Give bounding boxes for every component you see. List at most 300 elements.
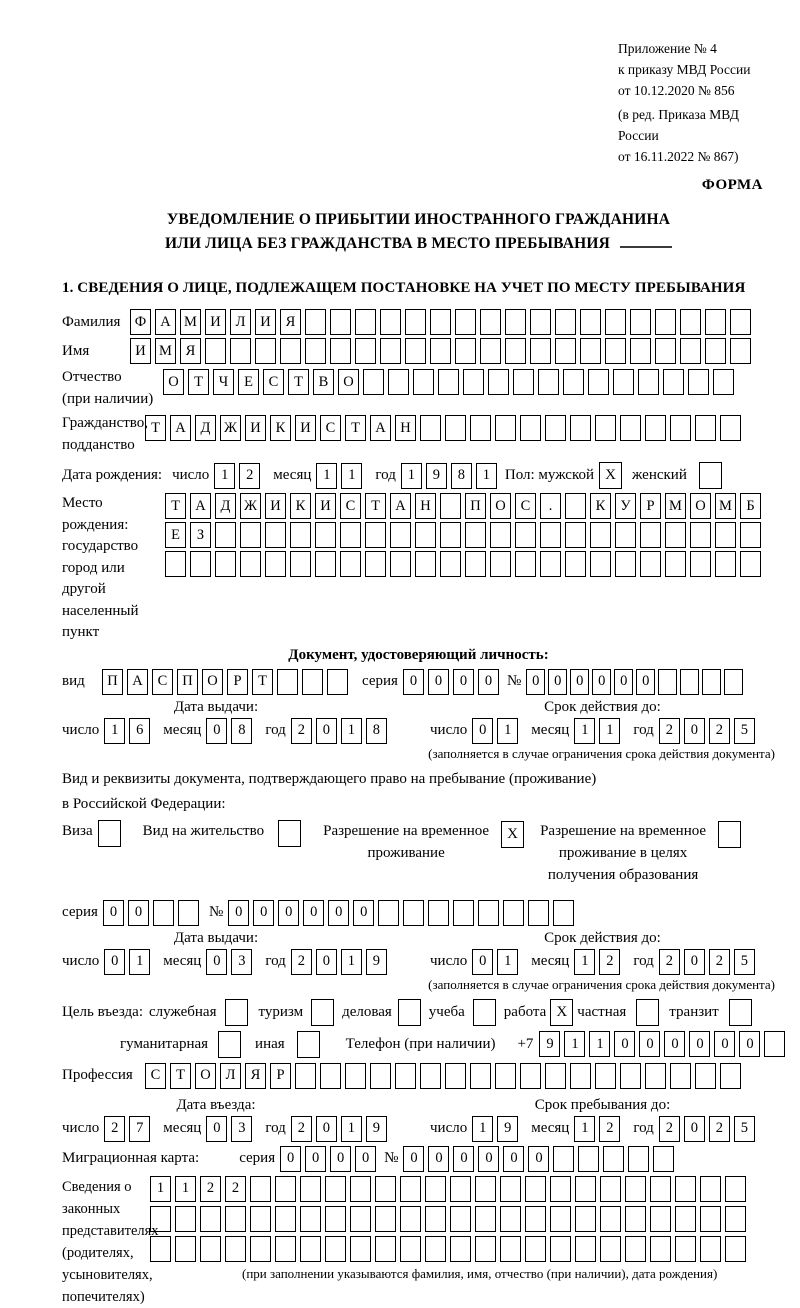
char-cell[interactable] [325,1236,346,1262]
char-cell[interactable]: 2 [291,718,312,744]
char-cell[interactable] [175,1236,196,1262]
char-cell[interactable]: 1 [574,949,595,975]
char-cell[interactable] [525,1206,546,1232]
char-cell[interactable] [570,1063,591,1089]
char-cell[interactable]: 8 [366,718,387,744]
char-cell[interactable] [665,522,686,548]
char-cell[interactable]: 0 [453,1146,474,1172]
char-cell[interactable] [325,1176,346,1202]
char-cell[interactable] [375,1236,396,1262]
char-cell[interactable]: Е [165,522,186,548]
char-cell[interactable]: 9 [366,949,387,975]
char-cell[interactable]: Д [215,493,236,519]
char-cell[interactable] [575,1206,596,1232]
char-cell[interactable] [620,415,641,441]
char-cell[interactable] [700,1236,721,1262]
char-cell[interactable] [465,551,486,577]
char-cell[interactable] [628,1146,649,1172]
char-cell[interactable] [675,1206,696,1232]
char-cell[interactable] [405,309,426,335]
char-cell[interactable]: 0 [684,1116,705,1142]
char-cell[interactable]: 0 [305,1146,326,1172]
char-cell[interactable]: Я [280,309,301,335]
char-cell[interactable]: 0 [303,900,324,926]
char-cell[interactable]: 1 [599,718,620,744]
char-cell[interactable] [305,338,326,364]
char-cell[interactable] [340,551,361,577]
char-cell[interactable]: 1 [589,1031,610,1057]
char-cell[interactable] [650,1176,671,1202]
char-cell[interactable] [670,415,691,441]
char-cell[interactable]: 1 [316,463,337,489]
char-cell[interactable]: 2 [239,463,260,489]
char-cell[interactable]: И [295,415,316,441]
char-cell[interactable]: 0 [428,669,449,695]
char-cell[interactable] [420,1063,441,1089]
char-cell[interactable] [375,1176,396,1202]
char-cell[interactable] [340,522,361,548]
char-cell[interactable] [700,1206,721,1232]
char-cell[interactable] [540,551,561,577]
char-cell[interactable]: 0 [403,669,424,695]
char-cell[interactable] [190,551,211,577]
char-cell[interactable]: С [320,415,341,441]
char-cell[interactable] [250,1236,271,1262]
char-cell[interactable] [620,1063,641,1089]
char-cell[interactable] [575,1236,596,1262]
char-cell[interactable]: 6 [129,718,150,744]
char-cell[interactable] [495,415,516,441]
char-cell[interactable]: 1 [574,718,595,744]
char-cell[interactable]: 0 [330,1146,351,1172]
char-cell[interactable] [280,338,301,364]
char-cell[interactable] [350,1176,371,1202]
char-cell[interactable] [505,309,526,335]
char-cell[interactable]: 1 [476,463,497,489]
char-cell[interactable] [553,900,574,926]
char-cell[interactable]: 1 [341,718,362,744]
char-cell[interactable]: 0 [570,669,589,695]
char-cell[interactable] [545,415,566,441]
char-cell[interactable]: О [490,493,511,519]
char-cell[interactable] [645,415,666,441]
char-cell[interactable] [625,1236,646,1262]
char-cell[interactable]: Ж [240,493,261,519]
char-cell[interactable] [505,338,526,364]
char-cell[interactable] [540,522,561,548]
char-cell[interactable] [250,1206,271,1232]
char-cell[interactable]: 0 [478,1146,499,1172]
char-cell[interactable]: Т [252,669,273,695]
char-cell[interactable]: 0 [528,1146,549,1172]
char-cell[interactable] [290,551,311,577]
char-cell[interactable] [215,522,236,548]
char-cell[interactable]: 0 [689,1031,710,1057]
char-cell[interactable] [563,369,584,395]
char-cell[interactable] [530,309,551,335]
char-cell[interactable]: 3 [231,1116,252,1142]
char-cell[interactable] [355,338,376,364]
char-cell[interactable]: 0 [355,1146,376,1172]
char-cell[interactable]: Т [288,369,309,395]
char-cell[interactable]: 8 [451,463,472,489]
char-cell[interactable] [225,1236,246,1262]
char-cell[interactable]: И [245,415,266,441]
char-cell[interactable] [403,900,424,926]
char-cell[interactable] [445,1063,466,1089]
char-cell[interactable]: 0 [428,1146,449,1172]
purpose-tourism-checkbox[interactable] [311,999,334,1026]
char-cell[interactable]: И [255,309,276,335]
char-cell[interactable] [595,1063,616,1089]
char-cell[interactable] [345,1063,366,1089]
char-cell[interactable] [475,1206,496,1232]
char-cell[interactable] [363,369,384,395]
char-cell[interactable] [478,900,499,926]
char-cell[interactable]: 0 [280,1146,301,1172]
char-cell[interactable] [640,551,661,577]
char-cell[interactable] [688,369,709,395]
char-cell[interactable] [350,1206,371,1232]
char-cell[interactable] [430,309,451,335]
char-cell[interactable]: 0 [103,900,124,926]
char-cell[interactable] [663,369,684,395]
char-cell[interactable]: Р [640,493,661,519]
char-cell[interactable] [400,1206,421,1232]
char-cell[interactable] [480,309,501,335]
char-cell[interactable] [330,338,351,364]
char-cell[interactable] [438,369,459,395]
char-cell[interactable] [488,369,509,395]
char-cell[interactable] [365,551,386,577]
char-cell[interactable] [724,669,743,695]
char-cell[interactable]: 0 [478,669,499,695]
char-cell[interactable]: 0 [403,1146,424,1172]
char-cell[interactable] [588,369,609,395]
char-cell[interactable]: П [102,669,123,695]
char-cell[interactable]: З [190,522,211,548]
char-cell[interactable] [695,415,716,441]
char-cell[interactable] [525,1176,546,1202]
char-cell[interactable] [175,1206,196,1232]
char-cell[interactable] [655,338,676,364]
char-cell[interactable] [425,1236,446,1262]
char-cell[interactable]: А [155,309,176,335]
char-cell[interactable]: 0 [664,1031,685,1057]
char-cell[interactable]: 0 [472,949,493,975]
char-cell[interactable] [640,522,661,548]
char-cell[interactable]: 0 [639,1031,660,1057]
char-cell[interactable] [650,1206,671,1232]
char-cell[interactable]: Н [415,493,436,519]
char-cell[interactable] [425,1176,446,1202]
char-cell[interactable] [205,338,226,364]
char-cell[interactable]: А [390,493,411,519]
char-cell[interactable]: 0 [278,900,299,926]
char-cell[interactable] [500,1236,521,1262]
char-cell[interactable]: 1 [175,1176,196,1202]
char-cell[interactable]: 1 [104,718,125,744]
char-cell[interactable] [675,1236,696,1262]
char-cell[interactable] [300,1206,321,1232]
char-cell[interactable] [740,551,761,577]
char-cell[interactable] [275,1236,296,1262]
char-cell[interactable] [605,338,626,364]
char-cell[interactable]: Л [220,1063,241,1089]
char-cell[interactable] [277,669,298,695]
char-cell[interactable]: 2 [599,1116,620,1142]
char-cell[interactable] [470,1063,491,1089]
char-cell[interactable] [525,1236,546,1262]
purpose-study-checkbox[interactable] [473,999,496,1026]
char-cell[interactable] [680,309,701,335]
male-checkbox[interactable]: X [599,462,622,489]
char-cell[interactable]: 2 [291,1116,312,1142]
char-cell[interactable]: 0 [206,718,227,744]
char-cell[interactable] [355,309,376,335]
char-cell[interactable]: 2 [225,1176,246,1202]
char-cell[interactable]: Р [270,1063,291,1089]
char-cell[interactable] [764,1031,785,1057]
char-cell[interactable] [450,1206,471,1232]
purpose-transit-checkbox[interactable] [729,999,752,1026]
char-cell[interactable] [380,338,401,364]
purpose-humanitarian-checkbox[interactable] [218,1031,241,1058]
char-cell[interactable] [305,309,326,335]
char-cell[interactable]: 1 [497,949,518,975]
char-cell[interactable]: 2 [709,949,730,975]
char-cell[interactable] [725,1206,746,1232]
char-cell[interactable] [545,1063,566,1089]
char-cell[interactable] [600,1236,621,1262]
char-cell[interactable]: 0 [614,669,633,695]
char-cell[interactable]: 1 [341,949,362,975]
char-cell[interactable]: 5 [734,1116,755,1142]
char-cell[interactable] [515,522,536,548]
char-cell[interactable] [405,338,426,364]
char-cell[interactable]: О [163,369,184,395]
char-cell[interactable]: 8 [231,718,252,744]
purpose-business-checkbox[interactable] [398,999,421,1026]
char-cell[interactable] [325,1206,346,1232]
char-cell[interactable]: П [177,669,198,695]
char-cell[interactable] [495,1063,516,1089]
char-cell[interactable] [430,338,451,364]
char-cell[interactable]: К [590,493,611,519]
char-cell[interactable] [528,900,549,926]
char-cell[interactable]: 0 [206,1116,227,1142]
char-cell[interactable] [390,522,411,548]
char-cell[interactable] [715,522,736,548]
char-cell[interactable]: А [190,493,211,519]
char-cell[interactable]: М [715,493,736,519]
char-cell[interactable]: 1 [129,949,150,975]
char-cell[interactable]: О [690,493,711,519]
char-cell[interactable]: 0 [453,669,474,695]
char-cell[interactable] [400,1176,421,1202]
char-cell[interactable] [690,522,711,548]
char-cell[interactable] [500,1176,521,1202]
char-cell[interactable] [150,1206,171,1232]
char-cell[interactable] [625,1176,646,1202]
char-cell[interactable] [725,1176,746,1202]
char-cell[interactable] [390,551,411,577]
char-cell[interactable]: 2 [104,1116,125,1142]
char-cell[interactable] [315,522,336,548]
char-cell[interactable]: И [205,309,226,335]
char-cell[interactable]: Ч [213,369,234,395]
char-cell[interactable]: С [340,493,361,519]
char-cell[interactable] [255,338,276,364]
char-cell[interactable] [600,1206,621,1232]
char-cell[interactable]: 1 [214,463,235,489]
char-cell[interactable]: М [180,309,201,335]
char-cell[interactable]: Т [365,493,386,519]
char-cell[interactable] [302,669,323,695]
char-cell[interactable]: О [202,669,223,695]
char-cell[interactable] [290,522,311,548]
char-cell[interactable] [550,1176,571,1202]
char-cell[interactable]: 0 [592,669,611,695]
char-cell[interactable]: 0 [684,949,705,975]
char-cell[interactable] [200,1206,221,1232]
char-cell[interactable]: О [195,1063,216,1089]
char-cell[interactable]: К [290,493,311,519]
char-cell[interactable]: . [540,493,561,519]
char-cell[interactable]: К [270,415,291,441]
char-cell[interactable]: Т [188,369,209,395]
char-cell[interactable] [428,900,449,926]
char-cell[interactable] [375,1206,396,1232]
char-cell[interactable] [600,1176,621,1202]
char-cell[interactable] [680,338,701,364]
char-cell[interactable] [320,1063,341,1089]
char-cell[interactable]: 0 [104,949,125,975]
char-cell[interactable] [653,1146,674,1172]
char-cell[interactable] [275,1176,296,1202]
char-cell[interactable]: Н [395,415,416,441]
char-cell[interactable]: 0 [328,900,349,926]
char-cell[interactable]: И [315,493,336,519]
char-cell[interactable]: Л [230,309,251,335]
char-cell[interactable] [720,415,741,441]
char-cell[interactable]: В [313,369,334,395]
char-cell[interactable] [605,309,626,335]
char-cell[interactable] [150,1236,171,1262]
char-cell[interactable] [700,1176,721,1202]
char-cell[interactable]: 9 [497,1116,518,1142]
residence-permit-checkbox[interactable] [278,820,301,847]
char-cell[interactable] [603,1146,624,1172]
char-cell[interactable] [450,1176,471,1202]
char-cell[interactable]: 0 [548,669,567,695]
char-cell[interactable]: 9 [366,1116,387,1142]
char-cell[interactable]: 0 [316,1116,337,1142]
char-cell[interactable] [475,1176,496,1202]
char-cell[interactable] [165,551,186,577]
char-cell[interactable]: 0 [714,1031,735,1057]
visa-checkbox[interactable] [98,820,121,847]
char-cell[interactable] [415,551,436,577]
char-cell[interactable]: 2 [659,718,680,744]
char-cell[interactable]: 0 [316,949,337,975]
char-cell[interactable] [465,522,486,548]
temp-residence-checkbox[interactable]: X [501,821,524,848]
char-cell[interactable]: С [145,1063,166,1089]
char-cell[interactable]: 1 [341,463,362,489]
char-cell[interactable] [615,551,636,577]
char-cell[interactable] [380,309,401,335]
char-cell[interactable] [413,369,434,395]
char-cell[interactable]: Т [345,415,366,441]
char-cell[interactable] [520,1063,541,1089]
char-cell[interactable] [225,1206,246,1232]
char-cell[interactable] [630,338,651,364]
char-cell[interactable] [670,1063,691,1089]
char-cell[interactable] [550,1236,571,1262]
char-cell[interactable]: 9 [539,1031,560,1057]
char-cell[interactable] [645,1063,666,1089]
char-cell[interactable] [713,369,734,395]
char-cell[interactable]: Я [245,1063,266,1089]
char-cell[interactable] [230,338,251,364]
char-cell[interactable] [425,1206,446,1232]
char-cell[interactable] [250,1176,271,1202]
char-cell[interactable] [388,369,409,395]
char-cell[interactable]: Е [238,369,259,395]
char-cell[interactable]: 9 [426,463,447,489]
char-cell[interactable]: Т [165,493,186,519]
char-cell[interactable]: А [127,669,148,695]
char-cell[interactable] [378,900,399,926]
char-cell[interactable] [503,900,524,926]
char-cell[interactable] [463,369,484,395]
char-cell[interactable] [565,551,586,577]
char-cell[interactable] [625,1206,646,1232]
char-cell[interactable] [450,1236,471,1262]
char-cell[interactable] [695,1063,716,1089]
char-cell[interactable] [675,1176,696,1202]
char-cell[interactable]: Р [227,669,248,695]
char-cell[interactable] [705,309,726,335]
char-cell[interactable] [720,1063,741,1089]
char-cell[interactable]: 0 [353,900,374,926]
char-cell[interactable] [490,522,511,548]
char-cell[interactable] [550,1206,571,1232]
purpose-work-checkbox[interactable]: X [550,999,573,1026]
char-cell[interactable]: 1 [401,463,422,489]
char-cell[interactable] [530,338,551,364]
char-cell[interactable]: Б [740,493,761,519]
char-cell[interactable]: О [338,369,359,395]
char-cell[interactable] [638,369,659,395]
char-cell[interactable] [400,1236,421,1262]
char-cell[interactable] [440,522,461,548]
purpose-private-checkbox[interactable] [636,999,659,1026]
char-cell[interactable]: 3 [231,949,252,975]
char-cell[interactable] [725,1236,746,1262]
char-cell[interactable]: Я [180,338,201,364]
char-cell[interactable]: 2 [709,1116,730,1142]
char-cell[interactable]: Ф [130,309,151,335]
char-cell[interactable] [265,551,286,577]
char-cell[interactable]: 2 [709,718,730,744]
char-cell[interactable]: 2 [659,949,680,975]
char-cell[interactable] [680,669,699,695]
char-cell[interactable]: 0 [684,718,705,744]
char-cell[interactable] [453,900,474,926]
char-cell[interactable] [570,415,591,441]
